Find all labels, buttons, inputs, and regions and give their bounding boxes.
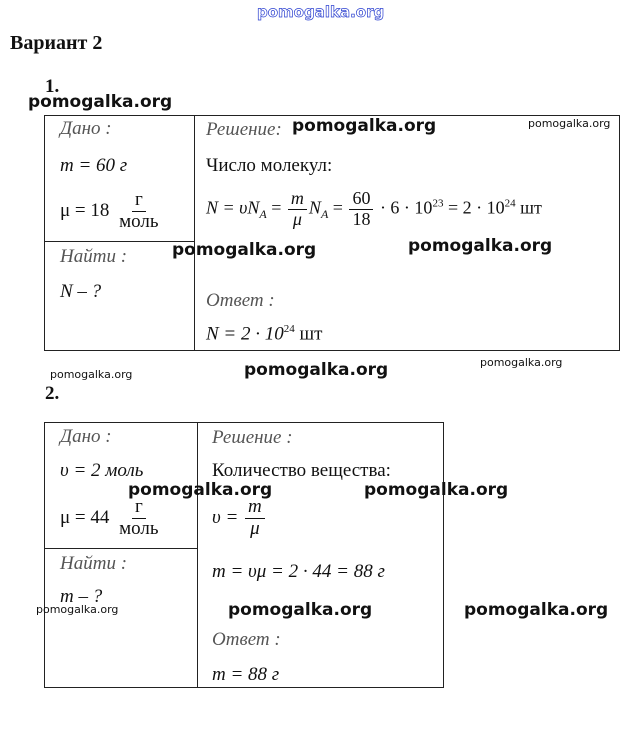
problem-1-number: 1. (45, 76, 60, 97)
problem-2-answer-label: Ответ : (212, 629, 281, 650)
problem-2-find: m – ? (60, 586, 103, 607)
watermark: pomogalka.org (50, 368, 133, 381)
problem-2-find-label: Найти : (60, 553, 128, 574)
problem-1-answer-label: Ответ : (206, 290, 275, 311)
watermark: pomogalka.org (480, 356, 563, 369)
problem-1-find: N – ? (60, 281, 102, 302)
unit-fraction: $\frac{г}{\text{моль}}$ (119, 496, 159, 539)
page-title: Вариант 2 (10, 32, 103, 54)
watermark: pomogalka.org (408, 236, 553, 256)
problem-1-answer: $N = 2 \cdot 10^{24}$ шт (206, 323, 323, 345)
problem-1-given-label: Дано : (60, 118, 112, 139)
problem-2-solution-label: Решение : (212, 427, 293, 448)
watermark: pomogalka.org (528, 117, 611, 130)
problem-1-table (44, 115, 620, 351)
problem-2-divider (197, 422, 198, 688)
problem-1-solution-label: Решение: (206, 119, 282, 140)
watermark: pomogalka.org (28, 92, 173, 112)
problem-2-step: Количество вещества: (212, 460, 391, 481)
unit-fraction: $\frac{г}{\text{моль}}$ (119, 189, 159, 232)
problem-2-given-molar-mass: μ = 44 $\frac{г}{\text{моль}}$ (60, 497, 164, 540)
watermark: pomogalka.org (364, 480, 509, 500)
problem-2-number: 2. (45, 383, 60, 404)
watermark: pomogalka.org (228, 600, 373, 620)
watermark: pomogalka.org (172, 240, 317, 260)
problem-1-given-mass: m = 60 г (60, 155, 128, 176)
problem-1-given-molar-mass: μ = 18 $\frac{г}{\text{моль}}$ (60, 190, 164, 233)
problem-1-find-label: Найти : (60, 246, 128, 267)
watermark: pomogalka.org (128, 480, 273, 500)
problem-1-divider (194, 115, 195, 351)
problem-2-given-label: Дано : (60, 426, 112, 447)
watermark: pomogalka.org (292, 116, 437, 136)
problem-2-given-divider (44, 548, 197, 549)
problem-2-formula: υ = $\frac{m}{\mu}$ (212, 497, 267, 540)
problem-2-calculation: m = υμ = 2 · 44 = 88 г (212, 561, 385, 582)
problem-1-step: Число молекул: (206, 155, 333, 176)
watermark: pomogalka.org (464, 600, 609, 620)
problem-2-answer: m = 88 г (212, 664, 280, 685)
problem-1-formula: $N = \upsilon N_A$ = $\frac{m}{\mu}$ $N_A$ = $\frac{60}{18}$ · $6 \cdot 10^{23} = 2 \cdot 10^{24}$ шт (206, 188, 542, 229)
watermark-top: pomogalka.org (257, 3, 385, 21)
watermark: pomogalka.org (244, 360, 389, 380)
problem-2-given-amount: υ = 2 моль (60, 460, 144, 481)
watermark: pomogalka.org (36, 603, 119, 616)
